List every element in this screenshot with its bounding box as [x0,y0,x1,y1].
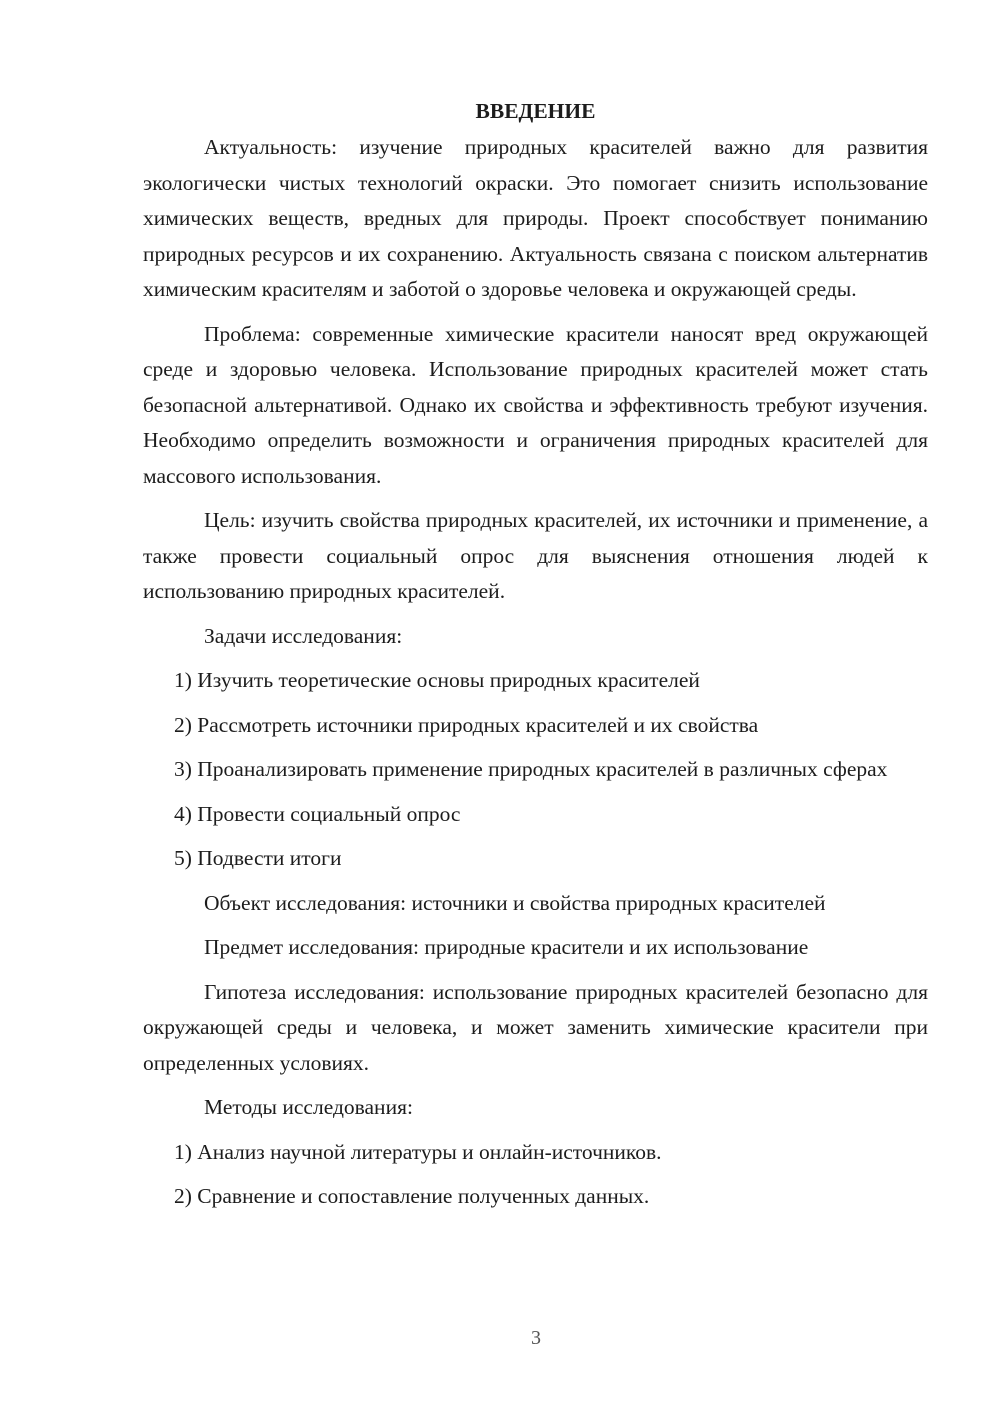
task-item: 1) Изучить теоретические основы природных красителей [174,668,700,692]
task-item: 3) Проанализировать применение природных красителей в различных сферах [174,757,888,781]
goal-paragraph: Цель: изучить свойства природных красителей, их источники и применение, а также провести социальный опрос для выяснения отношения людей к использованию природных красителей. [143,508,928,603]
tasks-heading: Задачи исследования: [204,623,403,648]
problem-paragraph: Проблема: современные химические красители наносят вред окружающей среде и здоровью человека. Использование природных красителей может стать безопасной альтернативой. Однако их свойства и эффективность требуют изучения. Необходимо определить возможности и ограничения природных красителей для массового использования. [143,321,928,488]
page-content [143,94,928,1224]
methods-heading: Методы исследования: [204,1095,413,1119]
page-number: 3 [531,1327,541,1349]
method-item: 1) Анализ научной литературы и онлайн-источников. [174,1139,662,1164]
task-item: 5) Подвести итоги [174,846,342,870]
task-item: 4) Провести социальный опрос [174,801,461,826]
page-title: ВВЕДЕНИЕ [475,99,596,123]
hypothesis-paragraph: Гипотеза исследования: использование природных красителей безопасно для окружающей среды и человека, и может заменить химические красители при определенных условиях. [143,979,928,1075]
research-object: Объект исследования: источники и свойства природных красителей [204,890,826,915]
task-item: 2) Рассмотреть источники природных красителей и их свойства [174,712,759,737]
research-subject: Предмет исследования: природные красители и их использование [204,935,809,959]
relevance-paragraph: Актуальность: изучение природных красителей важно для развития экологически чистых технологий окраски. Это помогает снизить использование химических веществ, вредных для природы. Проект способствует пониманию природных ресурсов и их сохранению. Актуальность связана с поиском альтернатив химическим красителям и заботой о здоровье человека и окружающей среды. [143,135,928,301]
method-item: 2) Сравнение и сопоставление полученных данных. [174,1184,650,1208]
